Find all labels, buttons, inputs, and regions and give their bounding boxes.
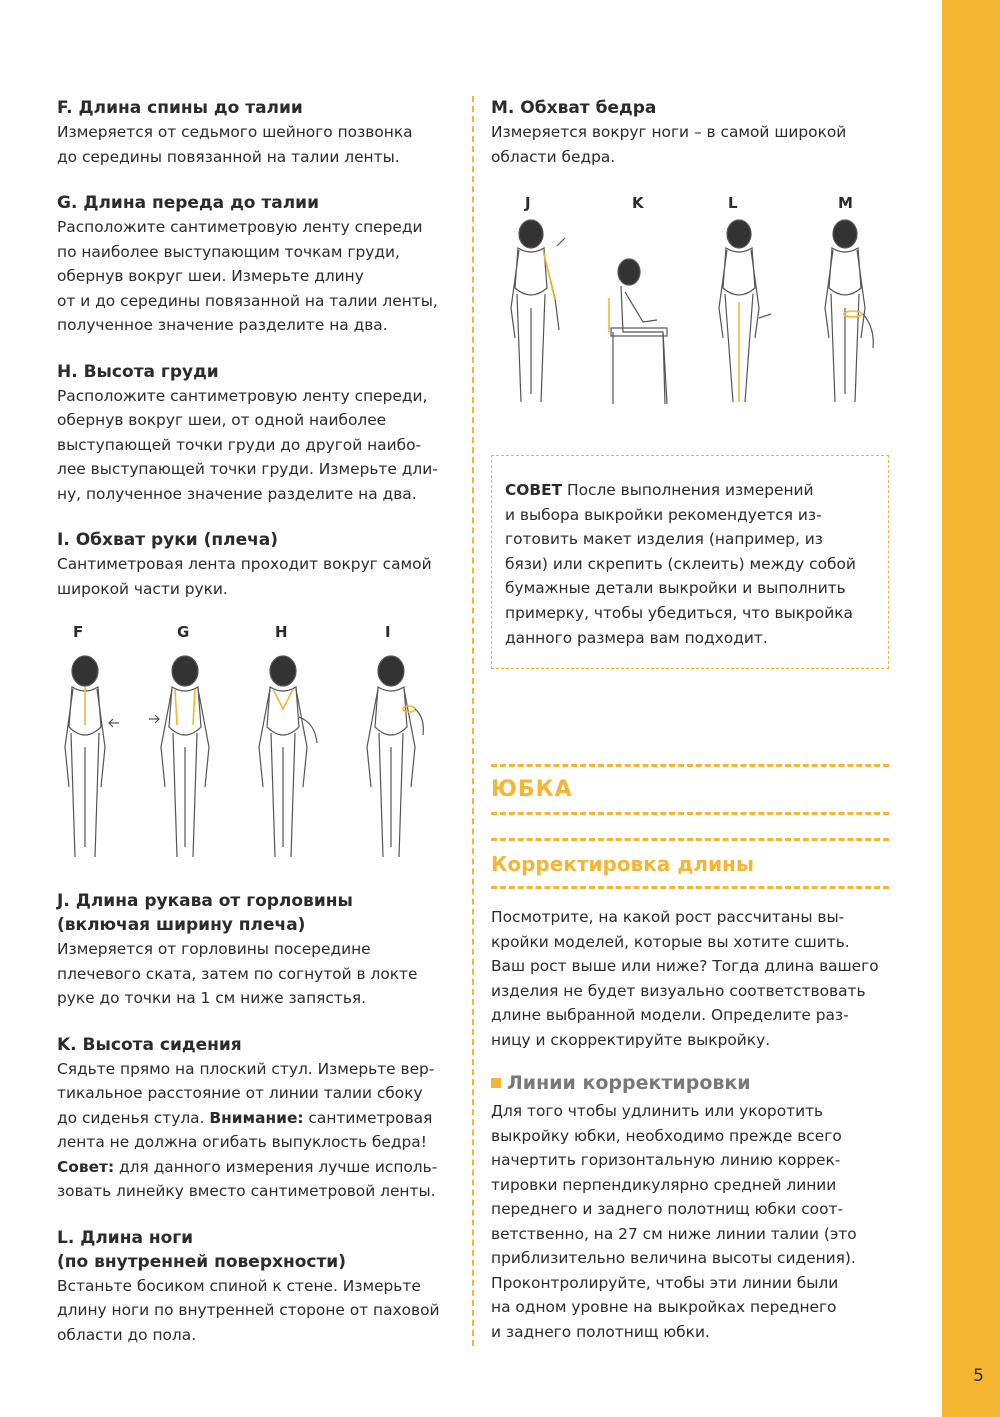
bullet-square-icon: [491, 1078, 501, 1088]
lines-heading: Линии корректировки: [491, 1072, 751, 1094]
divider-2: [491, 812, 889, 815]
divider-1: [491, 764, 889, 767]
section-i-text: Сантиметровая лента проходит вокруг самой широкой части руки.: [57, 555, 432, 598]
tip-text: СОВЕТ После выполнения измерений и выбора выкройки рекомендуется из- готовить макет изделия (например, из бязи) или скрепить (склеить) между собой бумажные детали выкройки и выполнить примерку, чтобы убедиться, что выкройка данного размера вам подходит.: [505, 481, 856, 647]
length-text: Посмотрите, на какой рост рассчитаны вы- кройки моделей, которые вы хотите сшить. Ваш рост выше или ниже? Тогда длина вашего изделия не будет визуально соответствовать длине выбранной модели. Определите раз- ницу и скорректируйте выкройку.: [491, 908, 879, 1049]
section-m-text: Измеряется вокруг ноги – в самой широкой области бедра.: [491, 123, 847, 166]
measurement-figures-illustration-2: [491, 218, 891, 410]
section-i-title: I. Обхват руки (плеча): [57, 530, 279, 550]
figure-fghi: [57, 623, 457, 873]
figure-label-k: K: [632, 194, 644, 212]
left-column: [57, 96, 457, 1369]
lines-text: Для того чтобы удлинить или укоротить выкройку юбки, необходимо прежде всего начертить горизонтальную линию коррек- тировки перпендикулярно средней линии переднего и заднего полотнищ юбки соот- ветственно, на 27 см ниже линии талии (это приблизительно величина высоты сидения). Проконтролируйте, чтобы эти линии были на одном уровне на выкройках переднего и заднего полотнищ юбки.: [491, 1102, 857, 1341]
section-i: [57, 528, 457, 601]
figure-label-i: I: [385, 623, 391, 641]
section-l: [57, 1226, 457, 1348]
figure-label-f: F: [73, 623, 84, 641]
figure-label-m: M: [838, 194, 853, 212]
section-f-text: Измеряется от седьмого шейного позвонка до середины повязанной на талии ленты.: [57, 123, 413, 166]
figure-label-j: J: [525, 194, 531, 212]
section-j: [57, 889, 457, 1011]
figure-jklm: [491, 192, 891, 412]
section-h-title: H. Высота груди: [57, 361, 219, 382]
divider-3: [491, 838, 889, 841]
section-k-title: K. Высота сидения: [57, 1034, 242, 1055]
tip-label: СОВЕТ: [505, 481, 563, 499]
section-g-title: G. Длина переда до талии: [57, 193, 319, 213]
section-h-text: Расположите сантиметровую ленту спереди, обернув вокруг шеи, от одной наиболее выступающей точки груди до другой наибо- лее выступающей точки груди. Измерьте дли- ну, полученное значение разделите на два.: [57, 386, 438, 503]
section-k-text: Сядьте прямо на плоский стул. Измерьте вер- тикальное расстояние от линии талии сбоку до сиденья стула. Внимание: сантиметровая лента не должна огибать выпуклость бедра! Совет: для данного измерения лучше исполь- зовать линейку вместо сантиметровой ленты.: [57, 1059, 438, 1200]
section-m-title: M. Обхват бедра: [491, 98, 657, 118]
figure-label-h: H: [275, 623, 288, 641]
measurement-figures-illustration: [57, 647, 457, 869]
section-m: [491, 96, 891, 169]
section-j-text: Измеряется от горловины посередине плечевого ската, затем по согнутой в локте руке до точки на 1 см ниже запястья.: [57, 940, 418, 1007]
divider-4: [491, 886, 889, 889]
section-f: [57, 96, 457, 169]
section-g-text: Расположите сантиметровую ленту спереди по наиболее выступающим точкам груди, обернув вокруг шеи. Измерьте длину от и до середины повязанной на талии ленты, полученное значение разделите на два.: [57, 218, 438, 334]
section-g: [57, 191, 457, 338]
section-h: [57, 360, 457, 507]
page-number: 5: [973, 1366, 984, 1386]
figure-label-l: L: [728, 194, 738, 212]
length-heading: Корректировка длины: [491, 852, 754, 876]
section-k: [57, 1033, 457, 1204]
section-l-title: L. Длина ноги (по внутренней поверхности): [57, 1227, 346, 1272]
tip-box: [491, 455, 889, 669]
figure-label-g: G: [177, 623, 190, 641]
accent-side-strip: [942, 0, 1000, 1417]
section-f-title: F. Длина спины до талии: [57, 98, 303, 118]
section-l-text: Встаньте босиком спиной к стене. Измерьте длину ноги по внутренней стороне от паховой области до пола.: [57, 1276, 440, 1344]
column-divider: [472, 96, 474, 1346]
skirt-heading: ЮБКА: [491, 777, 573, 802]
section-j-title: J. Длина рукава от горловины (включая ширину плеча): [57, 891, 353, 935]
